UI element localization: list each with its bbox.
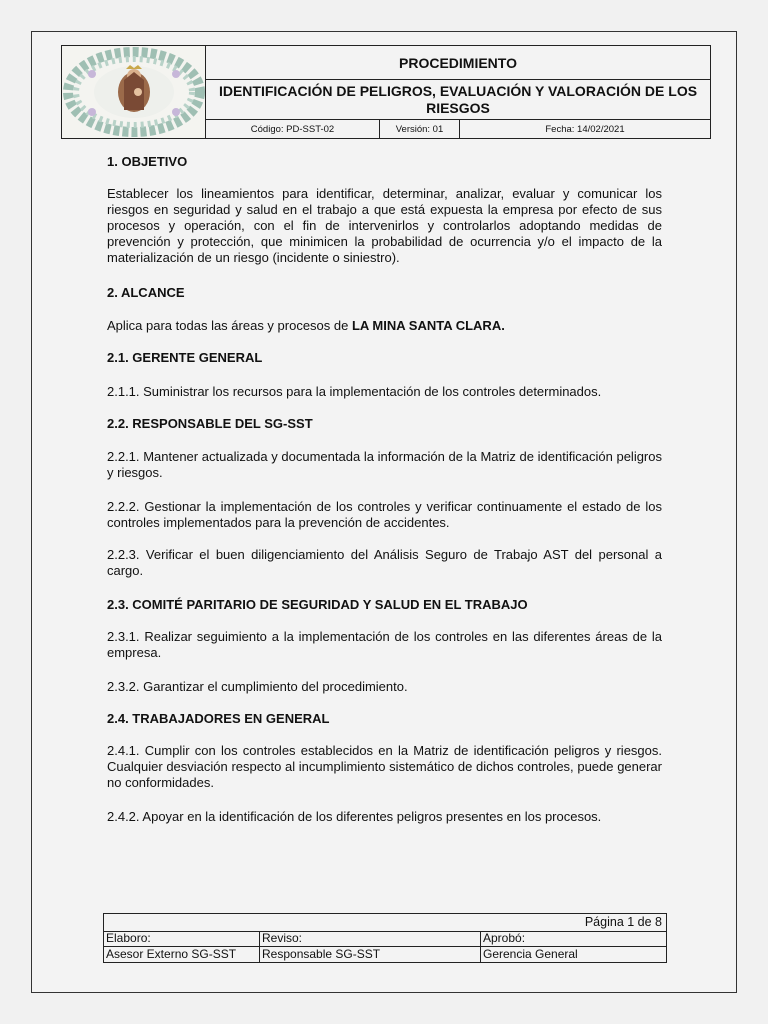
section-heading: 1. OBJETIVO bbox=[107, 154, 188, 169]
paragraph bbox=[107, 318, 662, 334]
reviso-value: Responsable SG-SST bbox=[260, 946, 481, 962]
paragraph: 2.4.2. Apoyar en la identificación de los diferentes peligros presentes en los procesos. bbox=[107, 809, 602, 824]
section-heading: 2.2. RESPONSABLE DEL SG-SST bbox=[107, 416, 313, 431]
section-heading: 2.1. GERENTE GENERAL bbox=[107, 350, 263, 365]
paragraph: 2.4.1. Cumplir con los controles establecidos en la Matriz de identificación peligros y riesgos. Cualquier desviación respecto al incumplimiento sistemático de dichos controles, puede generar no conformidades. bbox=[107, 743, 662, 790]
logo-image bbox=[62, 46, 206, 138]
elaboro-label: Elaboro: bbox=[104, 931, 260, 946]
section-heading: 2. ALCANCE bbox=[107, 285, 185, 300]
paragraph: 2.3.2. Garantizar el cumplimiento del procedimiento. bbox=[107, 679, 408, 694]
paragraph: 2.1.1. Suministrar los recursos para la implementación de los controles determinados. bbox=[107, 384, 602, 399]
document-header bbox=[61, 45, 711, 139]
reviso-label: Reviso: bbox=[260, 931, 481, 946]
section-heading: 2.4. TRABAJADORES EN GENERAL bbox=[107, 711, 330, 726]
signature-table bbox=[103, 913, 667, 963]
aprobo-value: Gerencia General bbox=[483, 947, 578, 961]
section-heading: 2.3. COMITÉ PARITARIO DE SEGURIDAD Y SALUD EN EL TRABAJO bbox=[107, 597, 528, 612]
document-version: Versión: 01 bbox=[380, 120, 460, 138]
header-meta bbox=[206, 120, 710, 138]
header-subtitle: IDENTIFICACIÓN DE PELIGROS, EVALUACIÓN Y VALORACIÓN DE LOS RIESGOS bbox=[206, 80, 710, 120]
page-number: Página 1 de 8 bbox=[584, 915, 662, 929]
company-name: LA MINA SANTA CLARA. bbox=[351, 318, 505, 333]
paragraph-text: Aplica para todas las áreas y procesos de bbox=[107, 318, 352, 333]
header-title: PROCEDIMIENTO bbox=[206, 46, 710, 80]
document-date: Fecha: 14/02/2021 bbox=[545, 123, 625, 135]
virgin-wreath-icon bbox=[62, 46, 206, 138]
paragraph: 2.3.1. Realizar seguimiento a la implementación de los controles en las diferentes áreas de la empresa. bbox=[107, 629, 662, 660]
paragraph: 2.2.2. Gestionar la implementación de los controles y verificar continuamente el estado de los controles implementados para la prevención de accidentes. bbox=[107, 499, 662, 530]
document-code: Código: PD-SST-02 bbox=[206, 120, 380, 138]
aprobo-label: Aprobó: bbox=[483, 931, 526, 945]
paragraph: 2.2.1. Mantener actualizada y documentada la información de la Matriz de identificación peligros y riesgos. bbox=[107, 449, 662, 480]
document-page bbox=[31, 31, 737, 993]
elaboro-value: Asesor Externo SG-SST bbox=[104, 946, 260, 962]
paragraph: Establecer los lineamientos para identificar, determinar, analizar, evaluar y comunicar los riesgos en seguridad y salud en el trabajo a que está expuesta la empresa por efecto de sus procesos y operación, con el fin de intervenirlos y controlarlos adoptando medidas de prevención y protección, que minimicen la probabilidad de ocurrencia y/o el impacto de la materialización de un riesgo (incidente o siniestro). bbox=[107, 186, 662, 265]
paragraph: 2.2.3. Verificar el buen diligenciamiento del Análisis Seguro de Trabajo AST del personal a cargo. bbox=[107, 547, 662, 578]
